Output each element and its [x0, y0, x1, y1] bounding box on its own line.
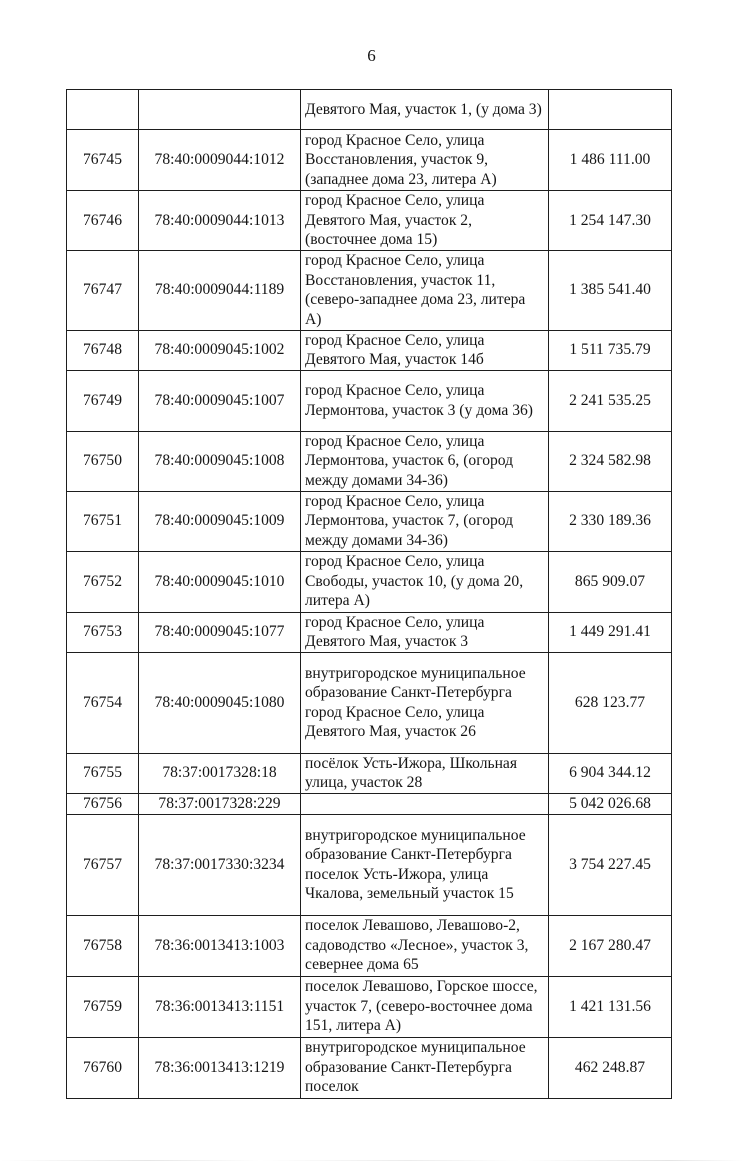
cadastral-value: 865 909.07: [549, 551, 672, 612]
cadastral-value: 1 486 111.00: [549, 130, 672, 191]
table-body: [67, 90, 672, 1099]
cadastral-value: 2 241 535.25: [549, 370, 672, 431]
row-number: 76751: [67, 491, 139, 551]
cadastral-value: 6 904 344.12: [549, 753, 672, 793]
address: город Красное Село, улица Свободы, участок 10, (у дома 20, литера А): [301, 551, 549, 612]
table-row: [67, 793, 672, 814]
cadastral-number: 78:37:0017330:3234: [139, 814, 301, 915]
table-row: [67, 814, 672, 915]
cadastral-value: 462 248.87: [549, 1037, 672, 1098]
cadastral-number: 78:37:0017328:18: [139, 753, 301, 793]
scan-edge-artifact: [0, 1160, 743, 1161]
cadastral-number: 78:40:0009045:1002: [139, 330, 301, 370]
cadastral-value: 1 254 147.30: [549, 191, 672, 251]
address: внутригородское муниципальное образование Санкт-Петербурга поселок Усть-Ижора, улица Чкалова, земельный участок 15: [301, 814, 549, 915]
table-row: [67, 370, 672, 431]
address: город Красное Село, улица Лермонтова, участок 7, (огород между домами 34-36): [301, 491, 549, 551]
table-row: [67, 431, 672, 491]
table-row: [67, 652, 672, 753]
cadastral-number: 78:40:0009045:1009: [139, 491, 301, 551]
cadastral-number: 78:40:0009045:1080: [139, 652, 301, 753]
table-row: [67, 753, 672, 793]
address: город Красное Село, улица Девятого Мая, участок 14б: [301, 330, 549, 370]
cadastral-value: 2 330 189.36: [549, 491, 672, 551]
table-row: [67, 551, 672, 612]
row-number: 76754: [67, 652, 139, 753]
row-number: 76746: [67, 191, 139, 251]
row-number: [67, 90, 139, 130]
cadastral-number: 78:40:0009045:1010: [139, 551, 301, 612]
row-number: 76748: [67, 330, 139, 370]
cadastral-value: 1 511 735.79: [549, 330, 672, 370]
table-row: [67, 976, 672, 1037]
cadastral-number: 78:40:0009044:1189: [139, 250, 301, 330]
address: город Красное Село, улица Девятого Мая, участок 2, (восточнее дома 15): [301, 191, 549, 251]
row-number: 76757: [67, 814, 139, 915]
row-number: 76747: [67, 250, 139, 330]
cadastral-number: 78:36:0013413:1003: [139, 915, 301, 976]
cadastral-value: [549, 90, 672, 130]
row-number: 76756: [67, 793, 139, 814]
table-row: [67, 491, 672, 551]
address: посёлок Усть-Ижора, Школьная улица, участок 28: [301, 753, 549, 793]
address: [301, 793, 549, 814]
row-number: 76755: [67, 753, 139, 793]
row-number: 76752: [67, 551, 139, 612]
row-number: 76760: [67, 1037, 139, 1098]
cadastral-value: 1 421 131.56: [549, 976, 672, 1037]
cadastral-value: 3 754 227.45: [549, 814, 672, 915]
row-number: 76759: [67, 976, 139, 1037]
address: город Красное Село, улица Девятого Мая, участок 3: [301, 612, 549, 652]
address: город Красное Село, улица Восстановления, участок 9, (западнее дома 23, литера А): [301, 130, 549, 191]
cadastral-value: 2 324 582.98: [549, 431, 672, 491]
cadastral-value-table: [66, 89, 672, 1099]
cadastral-number: 78:40:0009044:1013: [139, 191, 301, 251]
row-number: 76745: [67, 130, 139, 191]
cadastral-value: 2 167 280.47: [549, 915, 672, 976]
cadastral-value: 5 042 026.68: [549, 793, 672, 814]
cadastral-number: 78:36:0013413:1219: [139, 1037, 301, 1098]
address: поселок Левашово, Левашово-2, садоводство «Лесное», участок 3, севернее дома 65: [301, 915, 549, 976]
address: внутригородское муниципальное образование Санкт-Петербурга город Красное Село, улица Девятого Мая, участок 26: [301, 652, 549, 753]
address: город Красное Село, улица Лермонтова, участок 3 (у дома 36): [301, 370, 549, 431]
cadastral-value: 1 449 291.41: [549, 612, 672, 652]
table-row: [67, 250, 672, 330]
table-row: [67, 612, 672, 652]
table-row: [67, 90, 672, 130]
address: город Красное Село, улица Лермонтова, участок 6, (огород между домами 34-36): [301, 431, 549, 491]
row-number: 76749: [67, 370, 139, 431]
cadastral-value: 628 123.77: [549, 652, 672, 753]
address: внутригородское муниципальное образование Санкт-Петербурга поселок: [301, 1037, 549, 1098]
table-row: [67, 191, 672, 251]
cadastral-number: 78:40:0009044:1012: [139, 130, 301, 191]
cadastral-number: 78:36:0013413:1151: [139, 976, 301, 1037]
cadastral-number: 78:37:0017328:229: [139, 793, 301, 814]
table-row: [67, 330, 672, 370]
row-number: 76758: [67, 915, 139, 976]
row-number: 76750: [67, 431, 139, 491]
cadastral-number: [139, 90, 301, 130]
table-row: [67, 1037, 672, 1098]
table-row: [67, 130, 672, 191]
address: город Красное Село, улица Восстановления, участок 11, (северо-западнее дома 23, литера А): [301, 250, 549, 330]
cadastral-number: 78:40:0009045:1007: [139, 370, 301, 431]
address: поселок Левашово, Горское шоссе, участок 7, (северо-восточнее дома 151, литера А): [301, 976, 549, 1037]
table-row: [67, 915, 672, 976]
page-number: 6: [367, 46, 376, 65]
cadastral-value: 1 385 541.40: [549, 250, 672, 330]
cadastral-number: 78:40:0009045:1077: [139, 612, 301, 652]
cadastral-number: 78:40:0009045:1008: [139, 431, 301, 491]
address: Девятого Мая, участок 1, (у дома 3): [301, 90, 549, 130]
row-number: 76753: [67, 612, 139, 652]
